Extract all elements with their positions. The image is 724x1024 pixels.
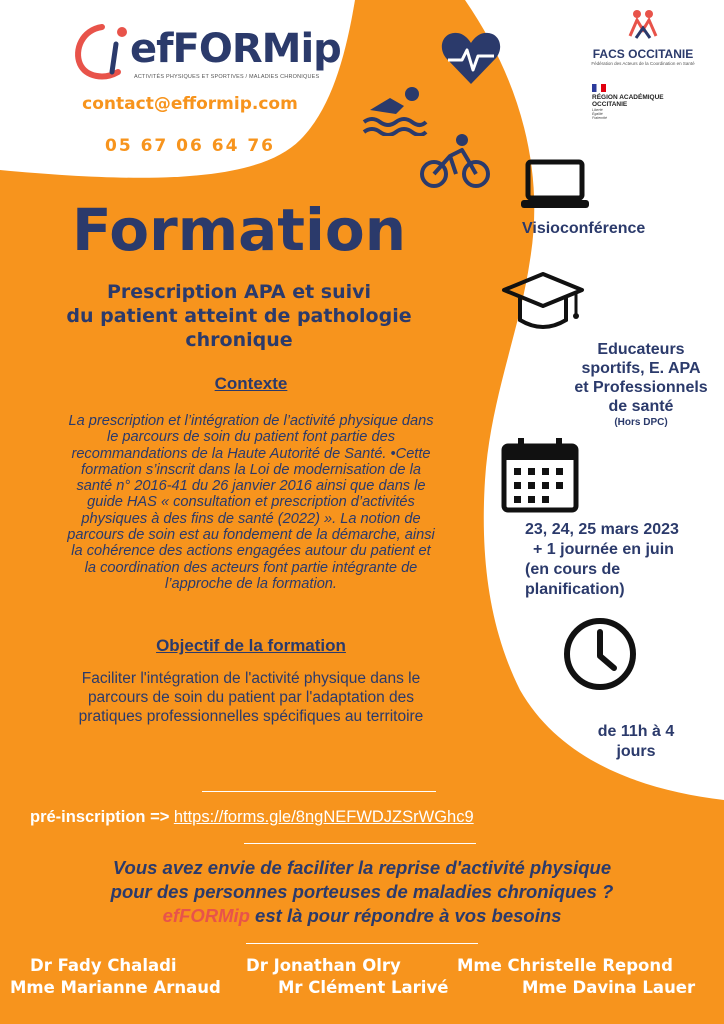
facs-name: FACS OCCITANIE xyxy=(592,47,694,61)
registration-link[interactable]: https://forms.gle/8ngNEFWDJZSrWGhc9 xyxy=(173,808,474,826)
duration xyxy=(580,722,692,762)
divider-bottom xyxy=(246,943,478,944)
registration xyxy=(30,808,474,827)
dates-line: + 1 journée en juin xyxy=(533,541,674,558)
audience-note: (Hors DPC) xyxy=(614,417,668,428)
dates-line: (en cours de xyxy=(525,561,621,578)
region-line2: OCCITANIE xyxy=(592,101,628,108)
logo-tagline: ACTIVITÉS PHYSIQUES ET SPORTIVES / MALADIES CHRONIQUES xyxy=(134,74,320,80)
dates-line: 23, 24, 25 mars 2023 xyxy=(525,521,679,538)
subtitle xyxy=(0,280,478,352)
format-label: Visioconférence xyxy=(522,220,646,237)
region-logo xyxy=(592,84,702,120)
objectif-text xyxy=(0,669,502,726)
region-line1: RÉGION ACADÉMIQUE xyxy=(592,94,664,101)
facs-logo xyxy=(568,8,718,66)
registration-label: pré-inscription => xyxy=(30,808,170,826)
contexte-line: formation s’inscrit dans la Loi de modernisation de la xyxy=(81,461,421,478)
cta-rest: est là pour répondre à vos besoins xyxy=(249,905,562,926)
person-name: Dr Jonathan Olry xyxy=(246,956,401,975)
duration-line: jours xyxy=(616,743,656,760)
contexte-line: santé n° 2016-41 du 26 janvier 2016 ainsi que dans le xyxy=(76,478,426,495)
person-name: Dr Fady Chaladi xyxy=(30,956,177,975)
subtitle-line: chronique xyxy=(185,329,293,351)
contexte-heading: Contexte xyxy=(214,374,288,393)
audience-line: et Professionnels xyxy=(574,379,708,396)
audience-line: Educateurs xyxy=(597,341,685,358)
graduation-cap-icon xyxy=(500,270,586,336)
logo xyxy=(72,22,341,84)
audience-line: de santé xyxy=(608,398,674,415)
contexte-line: La prescription et l’intégration de l’activité physique dans xyxy=(68,413,434,429)
cta-line: pour des personnes porteuses de maladies chroniques ? xyxy=(110,881,614,902)
objectif-line: parcours de soin du patient par l'adaptation des xyxy=(87,689,415,706)
contact-email[interactable]: contact@efformip.com xyxy=(82,94,298,114)
contexte-line: le parcours de soin du patient font partie des xyxy=(106,429,395,446)
objectif-heading: Objectif de la formation xyxy=(156,636,346,655)
objectif-line: Faciliter l'intégration de l'activité physique dans le xyxy=(81,670,421,687)
cyclist-icon xyxy=(420,132,490,190)
person-name: Mme Christelle Repond xyxy=(457,956,673,975)
motto-3: Fraternité xyxy=(592,116,607,120)
contexte-line: physiques à des fins de santé (2022) ». La notion de xyxy=(81,510,421,527)
person-name: Mr Clément Larivé xyxy=(278,978,449,997)
contexte-line: la cohérence des actions engagées autour du patient et xyxy=(71,543,431,560)
divider-top xyxy=(202,791,436,792)
laptop-icon xyxy=(520,158,590,212)
facs-subtitle: Fédération des Acteurs de la Coordination en Santé xyxy=(591,61,695,66)
clock-icon xyxy=(562,616,638,692)
contexte-line: recommandations de la Haute Autorité de Santé. •Cette xyxy=(71,445,431,462)
duration-line: de 11h à 4 xyxy=(597,723,675,740)
dates xyxy=(525,520,679,600)
cta-line-3 xyxy=(0,904,724,928)
logo-text: efFORMip xyxy=(130,26,341,72)
contact-phone[interactable]: 05 67 06 64 76 xyxy=(105,136,275,156)
facs-people-icon xyxy=(626,8,660,40)
subtitle-line: du patient atteint de pathologie xyxy=(66,305,412,327)
person-name: Mme Davina Lauer xyxy=(522,978,696,997)
call-to-action xyxy=(0,856,724,928)
divider-mid xyxy=(244,843,476,844)
contexte-text xyxy=(0,413,502,592)
contexte-line: la coordination des acteurs font partie intégrante de xyxy=(84,559,418,576)
dates-line: planification) xyxy=(525,581,625,598)
heart-pulse-icon xyxy=(440,30,502,86)
republique-flag-icon xyxy=(592,84,606,92)
contexte-line: parcours de soin est au fondement de la démarche, ainsi xyxy=(67,527,435,544)
calendar-icon xyxy=(500,436,580,514)
audience xyxy=(566,340,716,429)
cta-brand: efFORMip xyxy=(162,905,250,926)
objectif-line: pratiques professionnelles spécifiques au territoire xyxy=(78,708,424,725)
contexte-line: l’approche de la formation. xyxy=(165,575,337,592)
subtitle-line: Prescription APA et suivi xyxy=(106,281,372,303)
audience-line: sportifs, E. APA xyxy=(581,360,701,377)
swimmer-icon xyxy=(360,84,428,136)
page-title: Formation xyxy=(71,196,407,264)
contexte-line: guide HAS « consultation et prescription d’activités xyxy=(87,494,415,511)
motto-2: Égalité xyxy=(592,112,603,116)
person-name: Mme Marianne Arnaud xyxy=(10,978,221,997)
motto-1: Liberté xyxy=(592,108,603,112)
cta-line: Vous avez envie de faciliter la reprise d'activité physique xyxy=(112,857,612,878)
